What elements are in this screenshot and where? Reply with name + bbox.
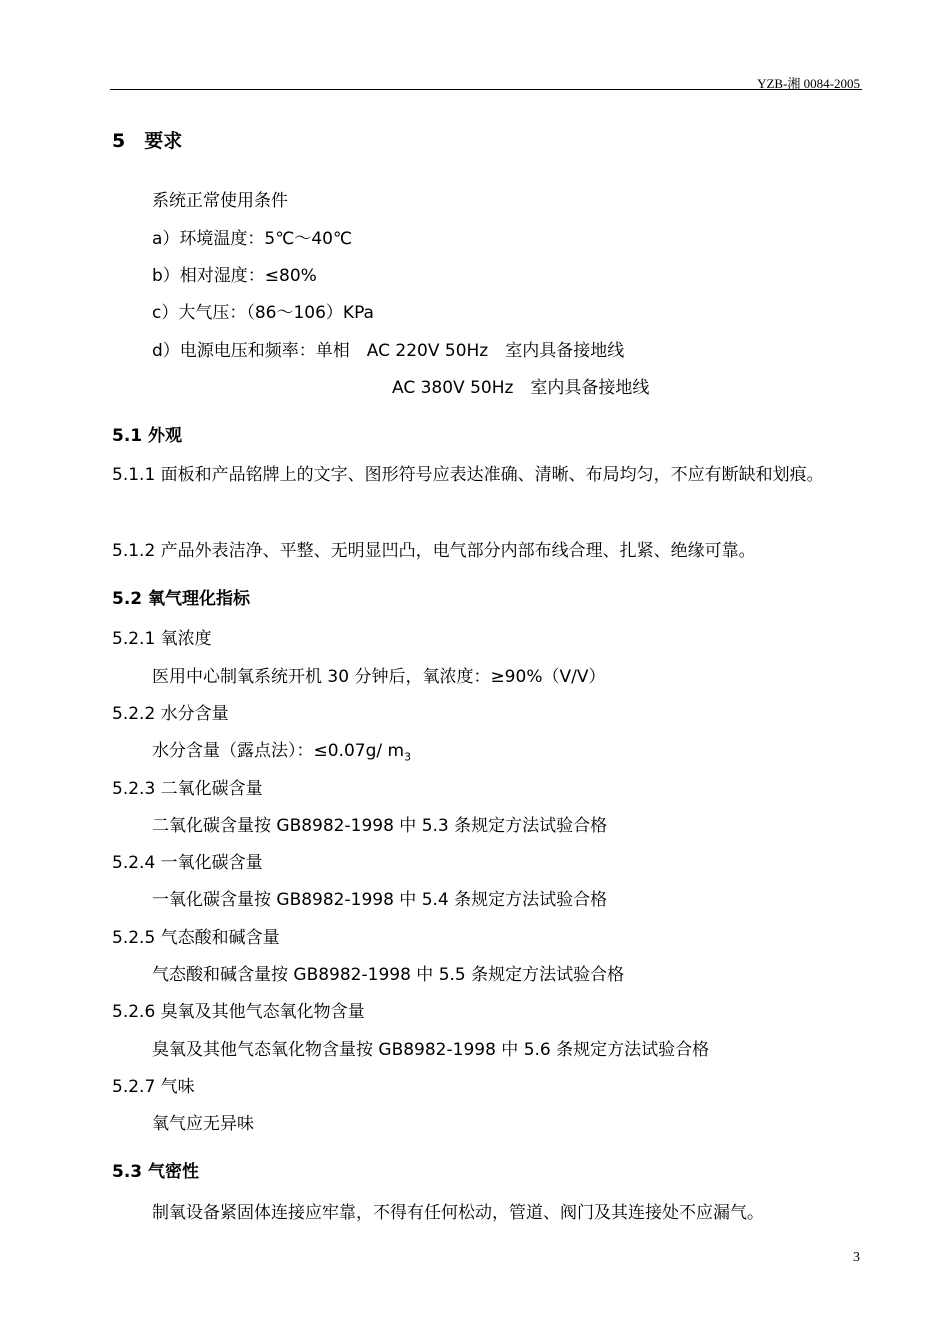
clause-5-2-5-title: 5.2.5 气态酸和碱含量 [112, 928, 280, 948]
section-5-2-title: 5.2 氧气理化指标 [112, 589, 251, 609]
condition-a: a）环境温度：5℃～40℃ [152, 229, 353, 249]
clause-5-2-1-title: 5.2.1 氧浓度 [112, 629, 212, 649]
clause-5-2-7-text: 氧气应无异味 [152, 1114, 254, 1134]
clause-5-2-3-text: 二氧化碳含量按 GB8982-1998 中 5.3 条规定方法试验合格 [152, 816, 608, 836]
document-code: YZB-湘 0084-2005 [757, 76, 860, 91]
condition-c: c）大气压：（86～106）KPa [152, 303, 374, 323]
clause-5-1-2: 5.1.2 产品外表洁净、平整、无明显凹凸，电气部分内部布线合理、扎紧、绝缘可靠。 [112, 541, 756, 561]
clause-5-2-7-title: 5.2.7 气味 [112, 1077, 195, 1097]
header-rule [110, 89, 862, 90]
clause-5-3-text: 制氧设备紧固体连接应牢靠，不得有任何松动，管道、阀门及其连接处不应漏气。 [152, 1203, 764, 1223]
condition-d-line2: AC 380V 50Hz 室内具备接地线 [392, 378, 650, 398]
clause-5-2-2-text: 水分含量（露点法）：≤0.07g/ m [152, 741, 405, 761]
clause-5-2-3-title: 5.2.3 二氧化碳含量 [112, 779, 263, 799]
section-5-title: 5 要求 [112, 130, 183, 152]
condition-b: b）相对湿度：≤80% [152, 266, 317, 286]
clause-5-2-5-text: 气态酸和碱含量按 GB8982-1998 中 5.5 条规定方法试验合格 [152, 965, 625, 985]
clause-5-2-4-title: 5.2.4 一氧化碳含量 [112, 853, 263, 873]
section-5-1-title: 5.1 外观 [112, 426, 183, 446]
condition-d: d）电源电压和频率：单相 AC 220V 50Hz 室内具备接地线 [152, 341, 625, 361]
clause-5-1-1: 5.1.1 面板和产品铭牌上的文字、图形符号应表达准确、清晰、布局均匀，不应有断缺和划痕。 [112, 465, 824, 485]
clause-5-2-4-text: 一氧化碳含量按 GB8982-1998 中 5.4 条规定方法试验合格 [152, 890, 608, 910]
clause-5-2-2-title: 5.2.2 水分含量 [112, 704, 229, 724]
clause-5-2-2-line [152, 740, 411, 768]
section-5-3-title: 5.3 气密性 [112, 1162, 200, 1182]
clause-5-2-6-title: 5.2.6 臭氧及其他气态氧化物含量 [112, 1002, 365, 1022]
clause-5-2-6-text: 臭氧及其他气态氧化物含量按 GB8982-1998 中 5.6 条规定方法试验合格 [152, 1040, 710, 1060]
unit-superscript: 3 [404, 750, 412, 764]
conditions-title: 系统正常使用条件 [152, 191, 288, 211]
page-number: 3 [853, 1250, 860, 1265]
clause-5-2-1-text: 医用中心制氧系统开机 30 分钟后，氧浓度：≥90%（V/V） [152, 667, 606, 687]
